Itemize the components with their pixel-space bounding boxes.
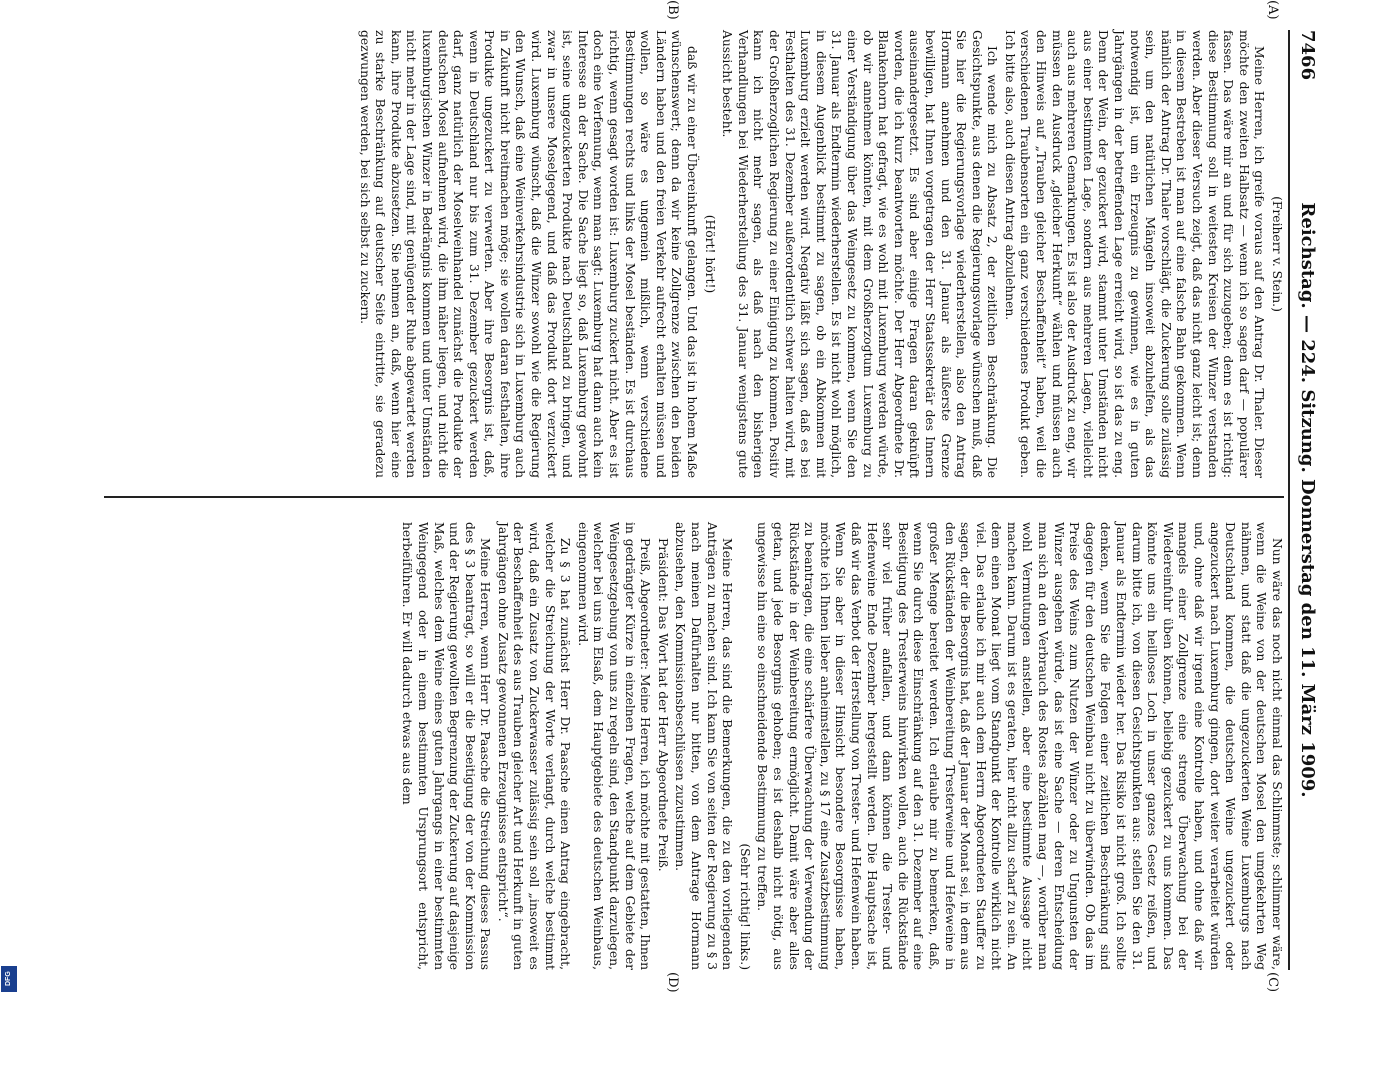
paragraph: daß wir zu einer Übereinkunft gelangen. Und das ist in hohem Maße wünschenswert; denn da wir keine Zollgrenze zwischen den beiden Ländern haben und den freien Verkehr aufrecht erhalten müssen und wollen, so wäre es ungemein mißlich, wenn verschiedene Bestimmungen rechts und links der Mosel beständen. Es ist durchaus richtig, wenn gesagt worden ist: Luxemburg zuckert nicht. Aber es ist doch eine Verfennung, wenn man sagt: Luxemburg hat dann auch kein Interesse an der Sache. Die Sache liegt so, daß Luxemburg gewohnt ist, seine ungezuckerten Produkte nach Deutschland zu bringen, und zwar in unsere Moselgegend, und daß das Produkt dort verzuckert wird. Luxemburg wünscht, daß die Winzer sowohl wie die Regierung den Wunsch, daß eine Weinverkehrsindustrie sich in Luxemburg auch in Zukunft nicht breitmachen möge; sie wollen daran festhalten, ihre Produkte ungezuckert zu verwerten. Aber ihre Besorgnis ist, daß, wenn in Deutschland nur bis zum 31. Dezember gezuckert werden darf, ganz natürlich der Moselweinhandel zunächst die Produkte der deutschen Mosel aufnehmen wird, die ihm näher liegen, und nicht die luxemburgischen Winzer in Bedrängnis kommen und unter Umständen nicht mehr in der Lage sind, mit genügender Ruhe abgewartet werden kann, ihre Produkte abzusetzen. Sie nehmen an, daß, wenn hier eine zu starke Beschränkung auf deutscher Seite eintritte, sie geradezu gezwungen werden, bei sich selbst zu zuckern. — [357, 30, 700, 478]
page-number: 7466 — [1297, 30, 1318, 81]
page-header — [1294, 30, 1320, 970]
margin-mark-c: (C) — [1265, 972, 1280, 993]
paragraph: Ich wende mich zu Absatz 2, der zeitlichen Beschränkung. Die Gesichtspunkte, aus denen die Regierungsvorlage wünschen muß, daß Sie hier die Regierungsvorlage wiederherstellen, also den Antrag Hormann annehmen und den 31. Januar als äußerste Grenze bewilligen, hat Ihnen vorgetragen der Herr Staatssekretär des Innern auseinandergesetzt. Es sind aber einige Fragen daran geknüpft worden, die ich kurz beantworten möchte. Der Herr Abgeordnete Dr. Blankenhorn hat gefragt, wie es wohl mit Luxemburg werden würde, ob wir annehmen könnten, mit dem Großherzogtum Luxemburg zu einer Verständigung über das Weingesetz zu kommen, wenn Sie den 31. Januar als Endtermin wiederherstellen. Es ist nicht wohl möglich, in diesem Augenblick bestimmt zu sagen, ob ein Abkommen mit Luxemburg erzielt werden wird. Negativ läßt sich sagen, daß es bei Festhalten des 31. Dezember außerordentlich schwer halten wird, mit der Großherzoglichen Regierung zu einer Einigung zu kommen. Positiv kann ich nicht mehr sagen, als daß nach den bisherigen Verhandlungen bei Wiederherstellung des 31. Januar wenigstens gute Aussicht besteht. — [720, 30, 1000, 478]
rotated-page-content — [70, 0, 1320, 1000]
paragraph: Meine Herren, ich greife voraus auf den Antrag Dr. Thaler. Dieser möchte den zweiten Halbsatz — wenn ich so sagen darf — populärer fassen. Das wäre mir an und für sich zuzugeben; denn es ist richtig: diese Bestimmung soll in weitesten Kreisen der Winzer verstanden werden. Aber dieser Versuch zeigt, daß das nicht ganz leicht ist; denn in diesem Bestreben ist man auf eine falsche Bahn gekommen. Wenn nämlich der Antrag Dr. Thaler vorschlägt, die Zuckerung solle zulässig sein, um den natürlichen Mängeln insoweit abzuhelfen, als das notwendig ist, um ein Erzeugnis zu gewinnen, wie es in guten Jahrgängen in der betreffenden Lage erreicht wird, so ist das zu eng. Denn der Wein, der gezuckert wird, stammt unter Umständen nicht aus einer bestimmten Lage, sondern aus mehreren Lagen, vielleicht auch aus mehreren Gemarkungen. Es ist also der Ausdruck zu eng, wir müssen den Ausdruck „gleicher Herkunft“ wählen und müssen auch den Hinweis auf „Trauben gleicher Beschaffenheit“ haben, weil die verschiedenen Traubensorten ein ganz verschiedenes Produkt geben. Ich bitte also, auch diesen Antrag abzulehnen. — [1002, 30, 1267, 478]
margin-mark-b: (B) — [665, 0, 680, 20]
paragraph: Meine Herren, das sind die Bemerkungen, die zu den vorliegenden Anträgen zu machen sind. Ich kann Sie von seiten der Regierung zu § 3 nach meinen Dafürhalten nur bitten, von dem Antrage Hormann abzusehen, den Kommissionsbeschlüssen zuzustimmen. — [673, 522, 735, 970]
interjection: (Hört! hört!) — [702, 214, 717, 294]
president-remark: Präsident: Das Wort hat der Herr Abgeordnete Preiß. — [655, 538, 670, 872]
speaker-label: (Freiherr v. Stein.) — [1270, 196, 1284, 312]
paragraph: Zu § 3 hat zunächst Herr Dr. Paasche einen Antrag eingebracht, welcher die Streichung der Worte verlangt, durch welche bestimmt wird, daß ein Zusatz von Zuckerwasser zulässig sein soll „insoweit es der Beschaffenheit des aus Trauben gleicher Art und Herkunft in guten Jahrgängen ohne Zusatz gewonnenen Erzeugnisses entspricht“. — [495, 522, 573, 970]
dfg-logo-text: DFG — [5, 971, 12, 987]
margin-mark-a: (A) — [1265, 0, 1280, 20]
digitization-credit — [2, 0, 18, 1000]
left-column — [354, 30, 1284, 478]
paragraph: Meine Herren, wenn Herr Dr. Paasche die Streichung dieses Passus des § 3 beantragt, so will er die Beseitigung der von der Kommission und der Regierung gewollten Begrenzung der Zuckerung auf dasjenige Maß, welches dem Weine eines guten Jahrgangs in einer bestimmten Weingegend oder in einem bestimmten Ursprungsort entspricht, herbeiführen. Er will dadurch etwas aus dem — [400, 522, 493, 970]
page-title: Reichstag. — 224. Sitzung. Donnerstag den 11. März 1909. — [1297, 202, 1318, 798]
right-column — [397, 522, 1284, 970]
column-divider — [104, 496, 1284, 498]
dfg-logo — [1, 966, 17, 992]
paragraph: Preiß, Abgeordneter: Meine Herren, ich möchte mit gestatten, Ihnen in gedrängter Kürze in einzelnen Fragen, welche auf dem Gebiete der Weingesetzgebung von uns zu regeln sind, den Standpunkt darzulegen, welcher bei uns im Elsaß, dem Hauptgebiete des deutschen Weinbaus, eingenommen wird. — [575, 522, 653, 970]
paragraph: Nun wäre das noch nicht einmal das Schlimmste; schlimmer wäre, wenn die Weine von der deutschen Mosel den umgekehrten Weg nähmen, und statt daß die ungezuckerten Weine Luxemburgs nach Deutschland kommen, die deutschen Weine ungezuckert oder angezuckert nach Luxemburg gingen, dort weiter verarbeitet würden und, ohne daß wir irgend eine Kontrolle haben, und ohne daß wir mangels einer Zollgrenze eine strenge Überwachung bei der Wiedereinfuhr üben können, beliebig gezuckert zu uns kommen. Das könnte uns ein heilloses Loch in unser ganzes Gesetz reißen, und darum bitte ich, von diesen Gesichtspunkten aus: stellen Sie den 31. Januar als Endtermin wieder her. Das Risiko ist nicht groß. Ich sollte denken, wenn Sie die Folgen einer zeitlichen Beschränkung sind dagegen für den deutschen Weinbau nicht zu überwinden. Ob das im Preise des Weins zum Nutzen der Winzer oder zu Ungunsten der Winzer ausgehen würde, das ist eine Sache — deren Entscheidung man sich an den Verbrauch des Rostes abzählen mag —, worüber man wohl Vermutungen anstellen, aber eine bestimmte Aussage nicht machen kann. Darum ist es geraten, hier nicht allzu scharf zu sein. An dem einen Monat liegt vom Standpunkt der Kontrolle wirklich nicht viel. Das erlaube ich mir auch dem Herrn Abgeordneten Stauffer zu sagen, der die Besorgnis hat, daß der Januar der Monat sei, in dem aus den Rückständen der Weinbereitung Tresterweine und Hefeweine in großer Menge bereitet werden. Ich erlaube mir zu bemerken, daß, wenn Sie durch diese Einschränkung auf den 31. Dezember auf eine Beseitigung des Tresterweins hinwirken wollen, auch die Rückstände sehr viel früher anfallen, und dann können die Trester- und Hefenweine Ende Dezember hergestellt werden. Die Hauptsache ist, daß wir das Verbot der Herstellung von Trester- und Hefenwein haben. Wenn Sie aber in dieser Hinsicht besondere Besorgnisse haben, möchte ich Ihnen lieber anheimstellen, zu § 17 eine Zusatzbestimmung zu beantragen, die eine schärfere Überwachung der Verwendung der Rückstände in der Weinbereitung ermöglicht. Damit wäre aber alles getan, und jede Besorgnis gehoben; es ist deshalb nicht nötig, aus ungewisse hin eine so einschneidende Bestimmung zu treffen. — [755, 522, 1284, 970]
margin-mark-d: (D) — [665, 972, 680, 993]
header-rule — [1288, 30, 1290, 970]
interjection: (Sehr richtig! links.) — [737, 843, 752, 970]
